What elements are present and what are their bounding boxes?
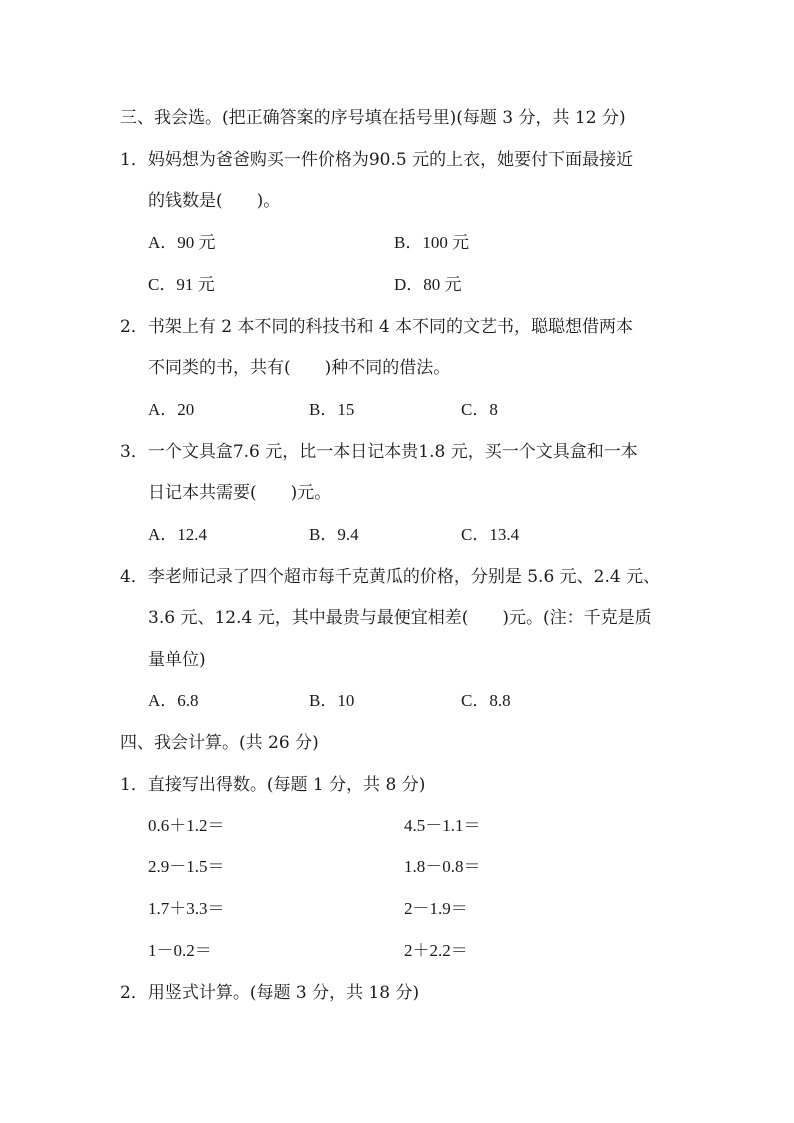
- calc-q1-title: 1．直接写出得数。(每题 1 分，共 8 分): [120, 775, 426, 795]
- q4-line3: 量单位): [148, 650, 206, 670]
- q2-line1: 2．书架上有 2 本不同的科技书和 4 本不同的文艺书，聪聪想借两本: [120, 317, 634, 337]
- calc-q2-title: 2．用竖式计算。(每题 3 分，共 18 分): [120, 983, 420, 1003]
- q2-option-c: C．8: [461, 400, 498, 419]
- q1-option-c: C．91 元: [148, 275, 215, 294]
- q1-line1: 1．妈妈想为爸爸购买一件价格为90.5 元的上衣，她要付下面最接近: [120, 150, 634, 170]
- calc-expr: 1－0.2＝: [148, 941, 212, 960]
- q3-line2: 日记本共需要( )元。: [148, 483, 332, 503]
- q4-line2: 3.6 元、12.4 元，其中最贵与最便宜相差( )元。(注：千克是质: [148, 608, 652, 628]
- q1-line2: 的钱数是( )。: [148, 191, 281, 211]
- calc-expr: 4.5－1.1＝: [404, 816, 481, 835]
- q4-line1: 4．李老师记录了四个超市每千克黄瓜的价格，分别是 5.6 元、2.4 元、: [120, 567, 661, 587]
- calc-expr: 2－1.9＝: [404, 899, 468, 918]
- section3-heading: 三、我会选。(把正确答案的序号填在括号里)(每题 3 分，共 12 分): [120, 108, 626, 128]
- calc-expr: 0.6＋1.2＝: [148, 816, 225, 835]
- q3-option-a: A．12.4: [148, 525, 208, 544]
- q2-option-a: A．20: [148, 400, 195, 419]
- q3-option-c: C．13.4: [461, 525, 520, 544]
- section4-heading: 四、我会计算。(共 26 分): [120, 733, 319, 753]
- q1-option-d: D．80 元: [394, 275, 462, 294]
- q3-option-b: B．9.4: [309, 525, 359, 544]
- q4-option-c: C．8.8: [461, 691, 511, 710]
- calc-expr: 2＋2.2＝: [404, 941, 468, 960]
- q1-option-a: A．90 元: [148, 233, 216, 252]
- calc-expr: 1.8－0.8＝: [404, 857, 481, 876]
- q2-line2: 不同类的书，共有( )种不同的借法。: [148, 358, 451, 378]
- calc-expr: 2.9－1.5＝: [148, 857, 225, 876]
- q1-option-b: B．100 元: [394, 233, 470, 252]
- q2-option-b: B．15: [309, 400, 355, 419]
- q4-option-a: A．6.8: [148, 691, 199, 710]
- q3-line1: 3．一个文具盒7.6 元，比一本日记本贵1.8 元，买一个文具盒和一本: [120, 442, 638, 462]
- calc-expr: 1.7＋3.3＝: [148, 899, 225, 918]
- q4-option-b: B．10: [309, 691, 355, 710]
